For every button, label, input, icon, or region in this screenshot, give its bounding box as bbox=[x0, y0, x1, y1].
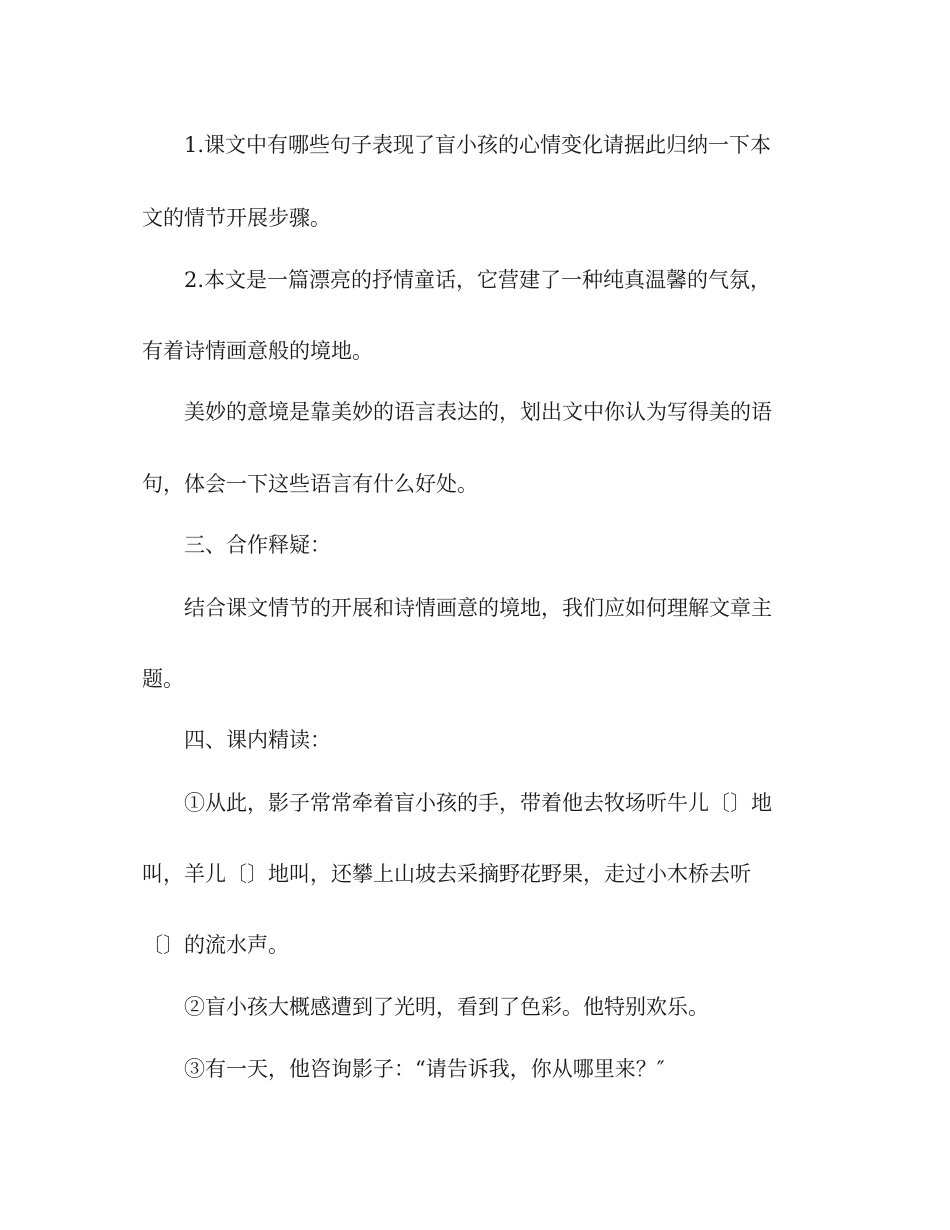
paragraph-line: 结合课文情节的开展和诗情画意的境地，我们应如何理解文章主 bbox=[184, 596, 772, 620]
section-heading: 四、课内精读： bbox=[184, 728, 331, 752]
paragraph-line: 题。 bbox=[142, 667, 184, 691]
paragraph-line: 〔〕的流水声。 bbox=[142, 933, 289, 957]
paragraph-line: 美妙的意境是靠美妙的语言表达的，划出文中你认为写得美的语 bbox=[184, 400, 772, 424]
paragraph-line: ③有一天，他咨询影子：“请告诉我，你从哪里来？″ bbox=[184, 1057, 665, 1081]
paragraph-line: ①从此，影子常常牵着盲小孩的手，带着他去牧场听牛儿〔〕地 bbox=[184, 791, 772, 815]
section-heading: 三、合作释疑： bbox=[184, 533, 331, 557]
paragraph-line: 叫，羊儿〔〕地叫，还攀上山坡去采摘野花野果，走过小木桥去听 bbox=[142, 862, 751, 886]
paragraph-line: 1.课文中有哪些句子表现了盲小孩的心情变化请据此归纳一下本 bbox=[184, 133, 772, 157]
paragraph-line: 有着诗情画意般的境地。 bbox=[142, 339, 373, 363]
paragraph-line: 文的情节开展步骤。 bbox=[142, 206, 331, 230]
paragraph-line: 2.本文是一篇漂亮的抒情童话，它营建了一种纯真温馨的气氛， bbox=[184, 268, 772, 292]
paragraph-line: ②盲小孩大概感遭到了光明，看到了色彩。他特别欢乐。 bbox=[184, 995, 709, 1019]
paragraph-line: 句，体会一下这些语言有什么好处。 bbox=[142, 472, 478, 496]
